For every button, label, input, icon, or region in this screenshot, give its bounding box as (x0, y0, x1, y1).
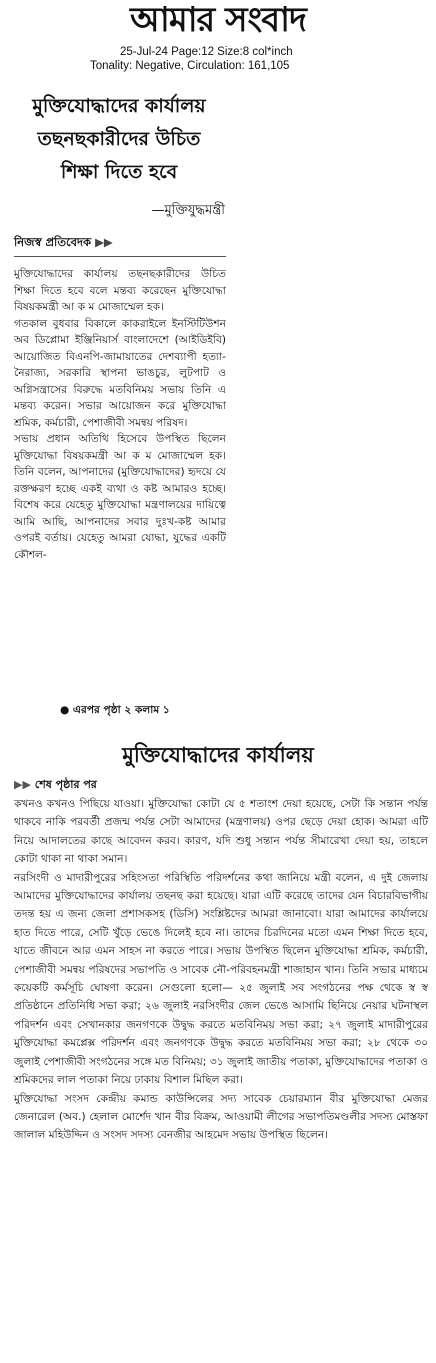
article-body-column (14, 266, 226, 563)
newspaper-masthead: আমার সংবাদ (130, 0, 306, 40)
clipping-meta-date-page: 25-Jul-24 Page:12 Size:8 col*inch (120, 46, 293, 58)
double-arrow-icon: ▶▶ (95, 235, 113, 249)
column-divider (14, 256, 226, 257)
continuation-paragraph: কখনও কখনও পিছিয়ে যাওয়া। মুক্তিযোদ্ধা কোটা যে ৫ শতাংশ দেয়া হয়েছে, সেটা কি সন্তান পর্যন্ত থাকবে নাকি পরবর্তী প্রজন্ম পর্যন্ত সেটা আমাদের (মন্ত্রণালয়) ওপর ছেড়ে দেয়া হোক। আমরা এটি নিয়ে আদালতের কাছে আবেদন করব। কারণ, যদি শুধু সন্তান পর্যন্ত সীমারেখা দেয়া হয়, তাহলে কোটা থাকা না থাকা সমান। (14, 798, 428, 866)
headline-line: মুক্তিযোদ্ধাদের কার্যালয় (32, 95, 206, 117)
article-headline (14, 90, 224, 189)
headline-line: তছনছকারীদের উচিত (37, 128, 201, 150)
reporter-credit (14, 234, 224, 250)
continuation-paragraph: মুক্তিযোদ্ধা সংসদ কেন্দ্রীয় কমান্ড কাউন্সিলের সদ্য সাবেক চেয়ারম্যান বীর মুক্তিযোদ্ধা মেজর জেনারেল (অব.) হেলাল মোর্শেদ খান বীর বিক্রম, আওয়ামী লীগের সভাপতিমণ্ডলীর সদস্য মোস্তফা জালাল মহিউদ্দিন ও সংসদ সদস্য বেনজীর আহমেদ সভায় উপস্থিত ছিলেন। (14, 1092, 428, 1142)
continuation-paragraph: নরসিংদী ও মাদারীপুরের সহিংসতা পরিস্থিতি পরিদর্শনের কথা জানিয়ে মন্ত্রী বলেন, এ দুই জেলায় আমাদের মুক্তিযোদ্ধাদের কার্যালয় তছনছ করা হয়েছে। যারা এটি করেছে তাদের যেন বিচারবিভাগীয় তদন্ত হয় এ জন্য জেলা প্রশাসকসহ (ডিসি) সংশ্লিষ্টদের আমরা জানাবো। যারা আমাদের কার্যালয়ে হাত দিতে পারে, সেটি খুঁড়ে ভেঙে দিলেই হবে না। তাদের চিরদিনের মতো এমন শিক্ষা দিতে হবে, যাতে জীবনে আর এমন সাহস না করতে পারে। সভায় উপস্থিত ছিলেন মুক্তিযোদ্ধা শ্রমিক, কর্মচারী, পেশাজীবী সমন্বয় পরিষদের সভাপতি ও সাবেক নৌ-পরিবহনমন্ত্রী শাজাহান খান। তিনি সভার মাধ্যমে কয়েকটি কর্মসূচি ঘোষণা করেন। সেগুলো হলো— ২৫ জুলাই সব সংগঠনের পক্ষ থেকে স্ব স্ব প্রতিষ্ঠানে প্রতিনিধি সভা করা; ২৬ জুলাই নরসিংদীর জেল ভেঙে আসামি ছিনিয়ে নেয়ার ঘটনাস্থল পরিদর্শন এবং সেখানকার জনগণকে উদ্বুদ্ধ করতে মতবিনিময় সভা করা; ২৭ জুলাই মাদারীপুরের মুক্তিযোদ্ধা কমপ্লেক্স পরিদর্শন এবং জনগণকে উদ্বুদ্ধ করতে মতবিনিময় সভা করা; ২৮ থেকে ৩০ জুলাই পেশাজীবী সংগঠনের সঙ্গে মত বিনিময়; ৩১ জুলাই জাতীয় পতাকা, মুক্তিযোদ্ধাদের পতাকা ও শ্রমিকদের লাল পতাকা নিয়ে ঢাকায় বিশাল মিছিল করা। (14, 871, 428, 1087)
clipping-meta-tonality: Tonality: Negative, Circulation: 161,105 (90, 60, 290, 72)
continued-on-note: ● এরপর পৃষ্ঠা ২ কলাম ১ (60, 704, 170, 716)
headline-line: শিক্ষা দিতে হবে (60, 161, 178, 183)
continued-from-note (14, 777, 214, 793)
continuation-body (14, 795, 428, 1145)
article-paragraph: সভায় প্রধান অতিথি হিসেবে উপস্থিত ছিলেন মুক্তিযোদ্ধা বিষয়কমন্ত্রী আ ক ম মোজাম্মেল হক। তিনি বলেন, আপনাদের (মুক্তিযোদ্ধাদের) হৃদয়ে যে রক্তক্ষরণ হচ্ছে একই ব্যথা ও কষ্ট আমারও হচ্ছে। বিশেষ করে যেহেতু মুক্তিযোদ্ধা মন্ত্রণালয়ের দায়িত্বে আমি আছি, আপনাদের সবার দুঃখ-কষ্ট আমার ওপরই বর্তায়। যেহেতু আমরা যোদ্ধা, যুদ্ধের একটি কৌশল- (14, 433, 226, 561)
article-paragraph: মুক্তিযোদ্ধাদের কার্যালয় তছনছকারীদের উচিত শিক্ষা দিতে হবে বলে মন্তব্য করেছেন মুক্তিযোদ্ধা বিষয়কমন্ত্রী আ ক ম মোজাম্মেল হক। (14, 268, 226, 313)
article-byline: —মুক্তিযুদ্ধমন্ত্রী (151, 203, 225, 218)
continuation-headline: মুক্তিযোদ্ধাদের কার্যালয় (122, 743, 314, 767)
reporter-name: নিজস্ব প্রতিবেদক (14, 235, 92, 249)
article-paragraph: গতকাল বুধবার বিকালে কাকরাইলে ইনস্টিটিউশন অব ডিপ্লোমা ইঞ্জিনিয়ার্স বাংলাদেশে (আইডিইবি) আয়োজিত বিএনপি-জামায়াতের দেশব্যাপী হত্যা-নৈরাজ্য, সরকারি স্থাপনা ভাঙচুর, লুটপাট ও অগ্নিসন্ত্রাসের বিরুদ্ধে মতবিনিময় সভায় তিনি এ মন্তব্য করেন। সভার আয়োজন করে মুক্তিযোদ্ধা শ্রমিক, কর্মচারী, পেশাজীবী সমন্বয় পরিষদ। (14, 317, 226, 429)
continued-from-label: শেষ পৃষ্ঠার পর (34, 778, 97, 791)
double-arrow-icon: ▶▶ (14, 778, 31, 791)
